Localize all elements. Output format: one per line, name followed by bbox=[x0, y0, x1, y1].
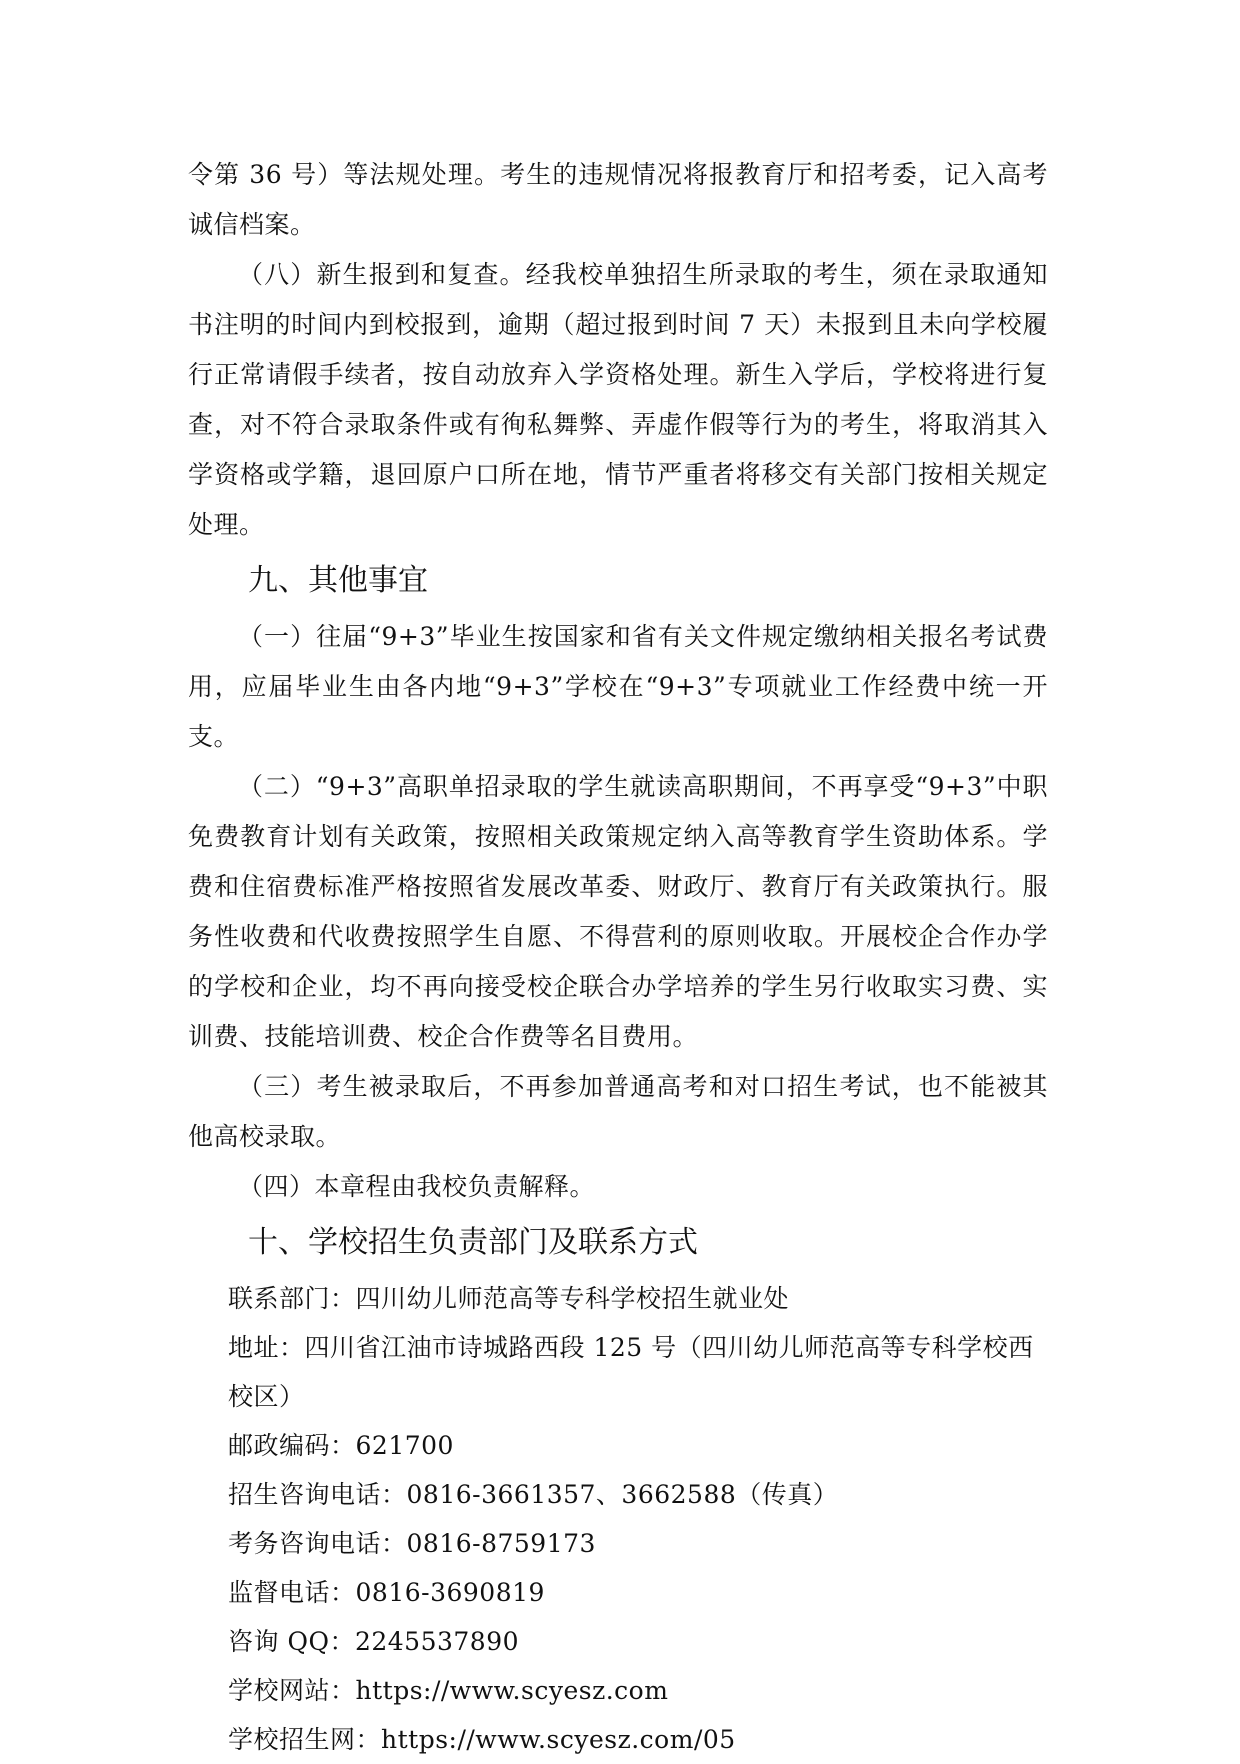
contact-supervision-phone bbox=[188, 1568, 1048, 1617]
contact-admission-site-label: 学校招生网： bbox=[228, 1725, 382, 1754]
contact-qq-value: 2245537890 bbox=[354, 1627, 520, 1656]
contact-exam-phone-label: 考务咨询电话： bbox=[228, 1529, 407, 1558]
paragraph-funding-policy: （二）“9+3”高职单招录取的学生就读高职期间，不再享受“9+3”中职免费教育计划有关政策，按照相关政策规定纳入高等教育学生资助体系。学费和住宿费标准严格按照省发展改革委、财政厅、教育厅有关政策执行。服务性收费和代收费按照学生自愿、不得营利的原则收取。开展校企合作办学的学校和企业，均不再向接受校企联合办学培养的学生另行收取实习费、实训费、技能培训费、校企合作费等名目费用。 bbox=[188, 772, 1048, 1051]
contact-supervision-phone-label: 监督电话： bbox=[228, 1578, 356, 1607]
contact-supervision-phone-value: 0816-3690819 bbox=[355, 1578, 545, 1607]
contact-address-value: 四川省江油市诗城路西段 125 号（四川幼儿师范高等专科学校西校区） bbox=[228, 1333, 1034, 1411]
contact-qq-label: 咨询 QQ： bbox=[228, 1627, 355, 1656]
contact-admission-phone-label: 招生咨询电话： bbox=[228, 1480, 407, 1509]
contact-postcode-value: 621700 bbox=[355, 1431, 454, 1460]
section-heading-other-matters: 九、其他事宜 bbox=[248, 563, 428, 598]
contact-admission-phone bbox=[188, 1470, 1048, 1519]
contact-postcode-label: 邮政编码： bbox=[228, 1431, 356, 1460]
section-heading-contact: 十、学校招生负责部门及联系方式 bbox=[248, 1225, 698, 1260]
contact-department bbox=[188, 1274, 1048, 1323]
document-body bbox=[188, 150, 1048, 1764]
paragraph-admission-exclusivity: （三）考生被录取后，不再参加普通高考和对口招生考试，也不能被其他高校录取。 bbox=[188, 1072, 1048, 1151]
contact-exam-phone-value: 0816-8759173 bbox=[406, 1529, 596, 1558]
contact-list bbox=[188, 1274, 1048, 1764]
contact-website-link[interactable]: https://www.scyesz.com bbox=[355, 1676, 669, 1705]
paragraph-enrollment-review: （八）新生报到和复查。经我校单独招生所录取的考生，须在录取通知书注明的时间内到校报到，逾期（超过报到时间 7 天）未报到且未向学校履行正常请假手续者，按自动放弃入学资格处理。新生入学后，学校将进行复查，对不符合录取条件或有徇私舞弊、弄虚作假等行为的考生，将取消其入学资格或学籍，退回原户口所在地，情节严重者将移交有关部门按相关规定处理。 bbox=[188, 260, 1048, 539]
contact-website bbox=[188, 1666, 1048, 1715]
contact-postcode bbox=[188, 1421, 1048, 1470]
paragraph-fees: （一）往届“9+3”毕业生按国家和省有关文件规定缴纳相关报名考试费用，应届毕业生由各内地“9+3”学校在“9+3”专项就业工作经费中统一开支。 bbox=[188, 622, 1048, 751]
contact-address-label: 地址： bbox=[228, 1333, 305, 1362]
contact-admission-site bbox=[188, 1715, 1048, 1764]
contact-admission-phone-value: 0816-3661357、3662588（传真） bbox=[406, 1480, 839, 1509]
contact-department-label: 联系部门： bbox=[228, 1284, 356, 1313]
paragraph-continuation: 令第 36 号）等法规处理。考生的违规情况将报教育厅和招考委，记入高考诚信档案。 bbox=[188, 160, 1048, 239]
contact-address bbox=[188, 1323, 1048, 1421]
contact-department-value: 四川幼儿师范高等专科学校招生就业处 bbox=[355, 1284, 790, 1313]
contact-admission-site-link[interactable]: https://www.scyesz.com/05 bbox=[381, 1725, 736, 1754]
paragraph-interpretation: （四）本章程由我校负责解释。 bbox=[238, 1172, 596, 1201]
contact-website-label: 学校网站： bbox=[228, 1676, 356, 1705]
contact-qq bbox=[188, 1617, 1048, 1666]
contact-exam-phone bbox=[188, 1519, 1048, 1568]
